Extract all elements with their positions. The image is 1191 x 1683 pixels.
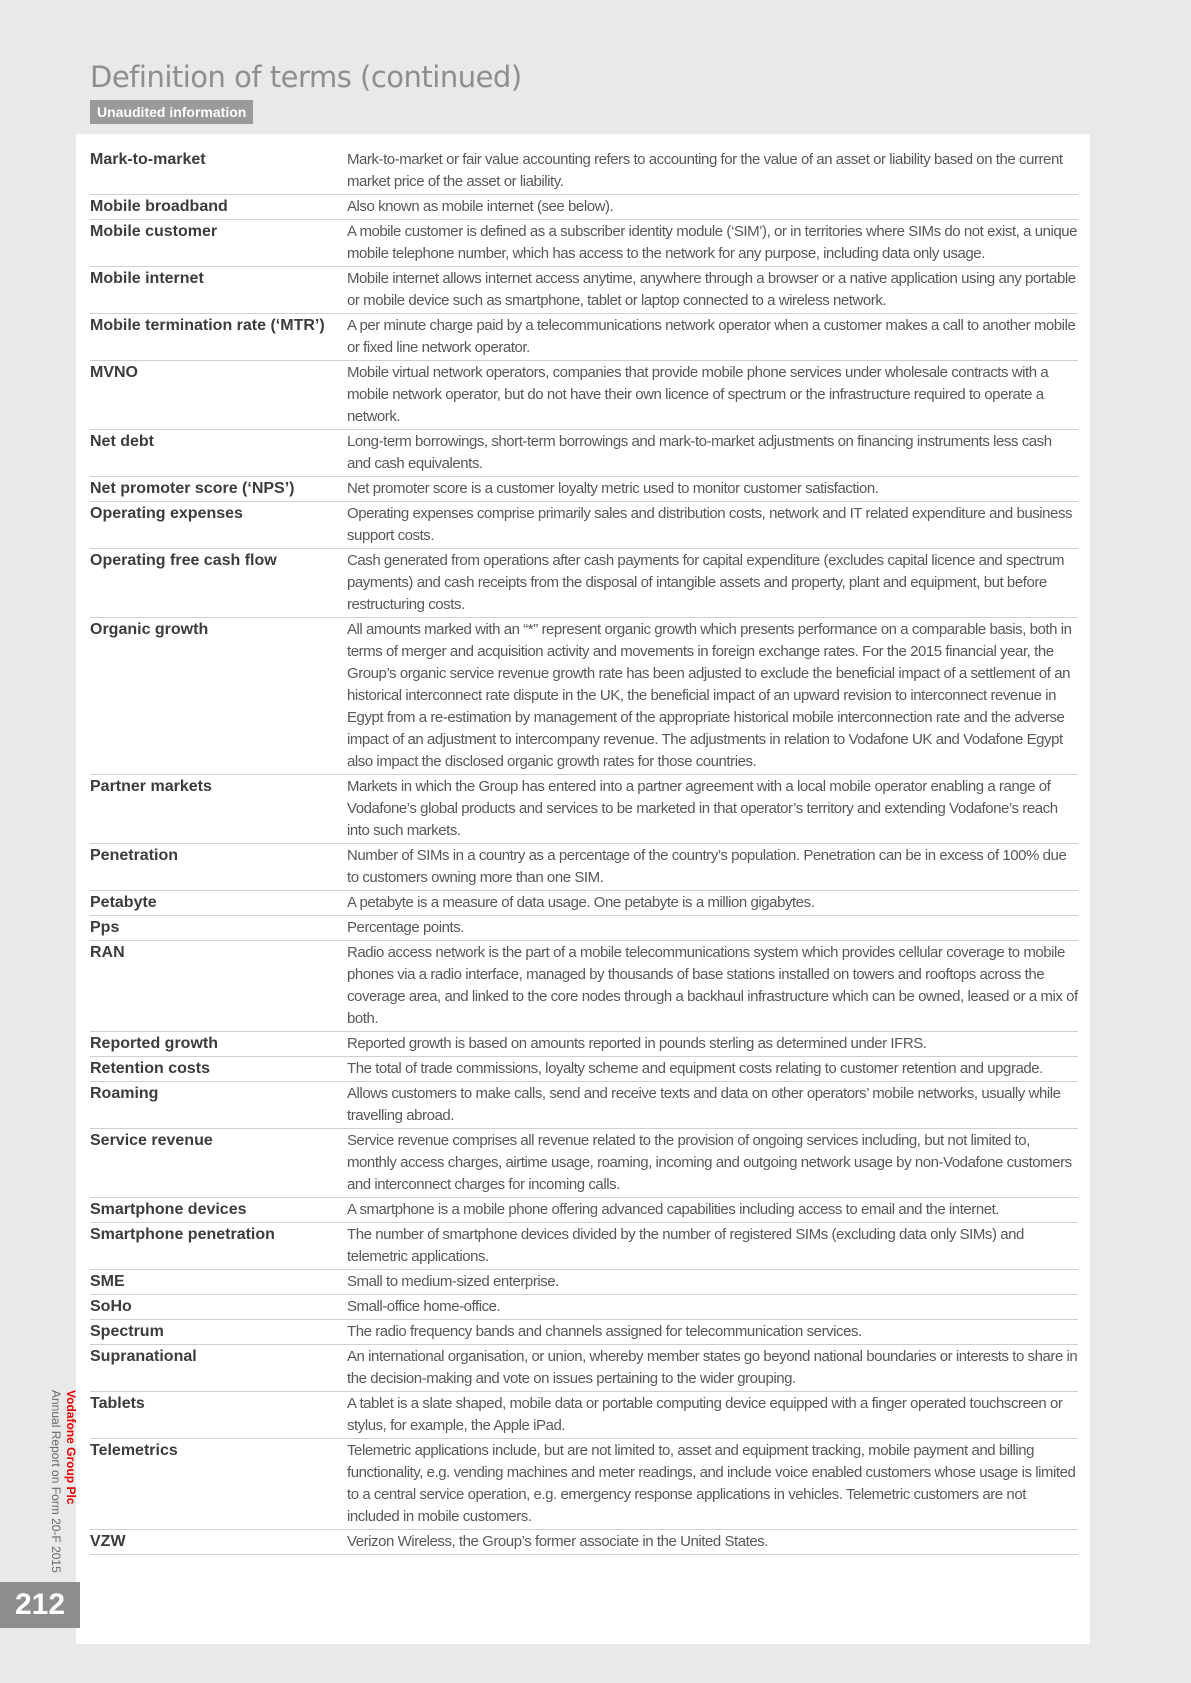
glossary-row xyxy=(90,1439,1078,1530)
glossary-row xyxy=(90,618,1078,775)
glossary-row xyxy=(90,148,1078,195)
page-number: 212 xyxy=(0,1582,80,1628)
term-label: Net debt xyxy=(90,433,154,450)
term-definition: The radio frequency bands and channels assigned for telecommunication services. xyxy=(347,1323,862,1340)
term-definition: The number of smartphone devices divided by the number of registered SIMs (excluding data only SIMs) and telemetric applications. xyxy=(347,1226,1024,1265)
term-definition: Small-office home-office. xyxy=(347,1298,501,1315)
glossary-row xyxy=(90,891,1078,916)
glossary-row xyxy=(90,361,1078,430)
term-label: Penetration xyxy=(90,847,179,864)
term-label: Mobile termination rate (‘MTR’) xyxy=(90,317,325,334)
glossary-row xyxy=(90,775,1078,844)
term-definition: Mobile virtual network operators, companies that provide mobile phone services under wholesale contracts with a mobile network operator, but do not have their own licence of spectrum or the infrastructure required to operate a network. xyxy=(347,364,1049,425)
term-definition: Long-term borrowings, short-term borrowings and mark-to-market adjustments on financing instruments less cash and cash equivalents. xyxy=(347,433,1052,472)
term-label: Retention costs xyxy=(90,1060,211,1077)
term-definition: Mark-to-market or fair value accounting refers to accounting for the value of an asset or liability based on the current market price of the asset or liability. xyxy=(347,151,1063,190)
term-definition: Cash generated from operations after cash payments for capital expenditure (excludes capital licence and spectrum payments) and cash receipts from the disposal of intangible assets and property, plant and equipment, but before restructuring costs. xyxy=(347,552,1065,613)
term-definition: The total of trade commissions, loyalty scheme and equipment costs relating to customer retention and upgrade. xyxy=(347,1060,1043,1077)
glossary-row xyxy=(90,1320,1078,1345)
glossary-row xyxy=(90,195,1078,220)
term-definition: Allows customers to make calls, send and receive texts and data on other operators’ mobile networks, usually while travelling abroad. xyxy=(347,1085,1061,1124)
term-definition: A petabyte is a measure of data usage. One petabyte is a million gigabytes. xyxy=(347,894,815,911)
company-name: Vodafone Group Plc xyxy=(64,1390,78,1505)
term-label: Operating free cash flow xyxy=(90,552,277,569)
glossary-row xyxy=(90,430,1078,477)
term-label: Organic growth xyxy=(90,621,209,638)
term-label: Operating expenses xyxy=(90,505,243,522)
glossary-row xyxy=(90,1530,1078,1555)
unaudited-badge: Unaudited information xyxy=(90,100,253,124)
term-label: Mobile customer xyxy=(90,223,218,240)
glossary-row xyxy=(90,1392,1078,1439)
term-definition: An international organisation, or union, whereby member states go beyond national boundaries or interests to share in the decision-making and vote on issues pertaining to the wider grouping. xyxy=(347,1348,1078,1387)
term-label: Petabyte xyxy=(90,894,157,911)
glossary-row xyxy=(90,220,1078,267)
term-label: MVNO xyxy=(90,364,138,381)
term-label: Tablets xyxy=(90,1395,145,1412)
term-definition: A smartphone is a mobile phone offering advanced capabilities including access to email and the internet. xyxy=(347,1201,1000,1218)
term-definition: Telemetric applications include, but are not limited to, asset and equipment tracking, mobile payment and billing functionality, e.g. vending machines and meter readings, and include voice enabled customers whose usage is limited to a central service operation, e.g. emergency response applications in vehicles. Telemetric customers are not included in mobile customers. xyxy=(347,1442,1076,1525)
term-definition: Markets in which the Group has entered into a partner agreement with a local mobile operator enabling a range of Vodafone’s global products and services to be marketed in that operator’s territory and extending Vodafone’s reach into such markets. xyxy=(347,778,1058,839)
glossary-row xyxy=(90,477,1078,502)
side-label xyxy=(38,1390,78,1590)
term-definition: Percentage points. xyxy=(347,919,464,936)
glossary-row xyxy=(90,844,1078,891)
term-label: Mark-to-market xyxy=(90,151,206,168)
glossary-row xyxy=(90,916,1078,941)
term-definition: A mobile customer is defined as a subscriber identity module (‘SIM’), or in territories where SIMs do not exist, a unique mobile telephone number, which has access to the network for any purpose, including data only usage. xyxy=(347,223,1078,262)
term-definition: A per minute charge paid by a telecommunications network operator when a customer makes a call to another mobile or fixed line network operator. xyxy=(347,317,1076,356)
glossary-row xyxy=(90,314,1078,361)
glossary-row xyxy=(90,1345,1078,1392)
term-label: Mobile broadband xyxy=(90,198,228,215)
glossary-row xyxy=(90,549,1078,618)
term-definition: Number of SIMs in a country as a percentage of the country’s population. Penetration can be in excess of 100% due to customers owning more than one SIM. xyxy=(347,847,1067,886)
glossary-row xyxy=(90,1129,1078,1198)
term-definition: Service revenue comprises all revenue related to the provision of ongoing services including, but not limited to, monthly access charges, airtime usage, roaming, incoming and outgoing network usage by non-Vodafone customers and interconnect charges for incoming calls. xyxy=(347,1132,1072,1193)
term-definition: Mobile internet allows internet access anytime, anywhere through a browser or a native application using any portable or mobile device such as smartphone, tablet or laptop connected to a wireless network. xyxy=(347,270,1076,309)
term-label: Net promoter score (‘NPS’) xyxy=(90,480,295,497)
term-label: Smartphone penetration xyxy=(90,1226,275,1243)
term-definition: A tablet is a slate shaped, mobile data or portable computing device equipped with a finger operated touchscreen or stylus, for example, the Apple iPad. xyxy=(347,1395,1063,1434)
glossary-row xyxy=(90,1057,1078,1082)
term-definition: Net promoter score is a customer loyalty metric used to monitor customer satisfaction. xyxy=(347,480,879,497)
glossary-row xyxy=(90,941,1078,1032)
term-label: SoHo xyxy=(90,1298,132,1315)
term-definition: Also known as mobile internet (see below). xyxy=(347,198,614,215)
report-name: Annual Report on Form 20-F 2015 xyxy=(49,1390,63,1573)
term-label: Supranational xyxy=(90,1348,197,1365)
term-label: Mobile internet xyxy=(90,270,204,287)
glossary-row xyxy=(90,502,1078,549)
glossary-row xyxy=(90,1295,1078,1320)
glossary-row xyxy=(90,1032,1078,1057)
glossary-row xyxy=(90,1082,1078,1129)
glossary-row xyxy=(90,1270,1078,1295)
glossary-row xyxy=(90,1198,1078,1223)
term-label: Telemetrics xyxy=(90,1442,178,1459)
term-definition: Operating expenses comprise primarily sales and distribution costs, network and IT related expenditure and business support costs. xyxy=(347,505,1073,544)
term-definition: Verizon Wireless, the Group’s former associate in the United States. xyxy=(347,1533,768,1550)
term-label: Service revenue xyxy=(90,1132,213,1149)
term-label: SME xyxy=(90,1273,125,1290)
glossary-row xyxy=(90,1223,1078,1270)
term-definition: All amounts marked with an “*” represent organic growth which presents performance on a comparable basis, both in terms of merger and acquisition activity and movements in foreign exchange rates. For the 2015 financial year, the Group’s organic service revenue growth rate has been adjusted to exclude the beneficial impact of a settlement of an historical interconnect rate dispute in the UK, the beneficial impact of an upward revision to interconnect revenue in Egypt from a re-estimation by management of the appropriate historical mobile interconnection rate and the adverse impact of an adjustment to intercompany revenue. The adjustments in relation to Vodafone UK and Vodafone Egypt also impact the disclosed organic growth rates for those countries. xyxy=(347,621,1072,770)
term-label: Reported growth xyxy=(90,1035,218,1052)
term-label: Roaming xyxy=(90,1085,159,1102)
term-definition: Radio access network is the part of a mobile telecommunications system which provides cellular coverage to mobile phones via a radio interface, managed by thousands of base stations installed on towers and rooftops across the coverage area, and linked to the core nodes through a backhaul infrastructure which can be owned, leased or a mix of both. xyxy=(347,944,1078,1027)
term-label: RAN xyxy=(90,944,125,961)
term-definition: Reported growth is based on amounts reported in pounds sterling as determined under IFRS. xyxy=(347,1035,927,1052)
page-title: Definition of terms (continued) xyxy=(90,60,522,94)
term-label: Spectrum xyxy=(90,1323,164,1340)
glossary-row xyxy=(90,267,1078,314)
term-label: VZW xyxy=(90,1533,126,1550)
term-label: Smartphone devices xyxy=(90,1201,247,1218)
term-label: Partner markets xyxy=(90,778,212,795)
term-definition: Small to medium-sized enterprise. xyxy=(347,1273,559,1290)
term-label: Pps xyxy=(90,919,120,936)
glossary-table xyxy=(90,148,1078,1555)
